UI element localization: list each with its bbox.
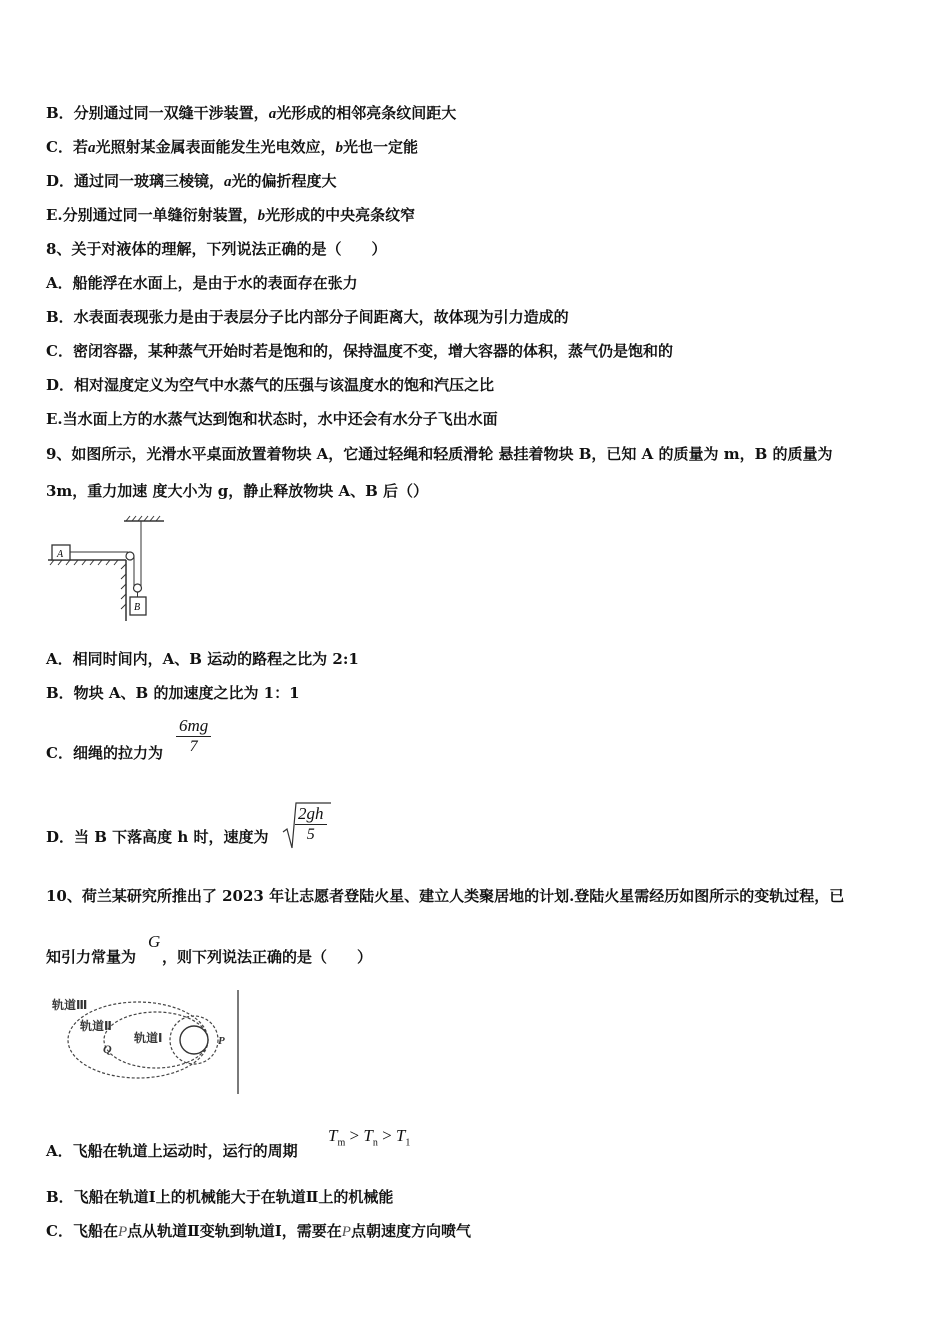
q8-stem: 8、关于对液体的理解，下列说法正确的是（ ）	[46, 240, 387, 258]
q7-option-d-var: a	[224, 174, 232, 190]
period-t-m: T	[328, 1126, 338, 1145]
q7-option-c	[46, 136, 418, 157]
q10-option-a: A．飞船在轨道上运动时，运行的周期	[46, 1142, 298, 1160]
q7-option-e	[46, 204, 415, 225]
q7-option-d-text: D．通过同一玻璃三棱镜，	[46, 172, 225, 190]
q7-option-b	[46, 102, 456, 123]
q9-stem-line1: 9、如图所示，光滑水平桌面放置着物块 A，它通过轻绳和轻质滑轮 悬挂着物块 B，已知 A 的质量为 m，B 的质量为	[46, 445, 833, 463]
q10-stem-line1: 10、荷兰某研究所推出了 2023 年让志愿者登陆火星、建立人类聚居地的计划.登陆火星需经历如图所示的变轨过程，已	[46, 887, 845, 905]
q9-option-d: D．当 B 下落高度 h 时，速度为	[46, 828, 269, 846]
q10-option-c	[46, 1220, 471, 1241]
q10-stem-line2-text-end: ，则下列说法正确的是（ ）	[162, 948, 373, 966]
q9-option-a: A．相同时间内，A、B 运动的路程之比为 2:1	[46, 650, 359, 668]
q7-option-d	[46, 170, 337, 191]
q9-option-d-denominator: 5	[306, 826, 315, 843]
movable-pulley	[134, 584, 142, 592]
q7-option-c-var-a: a	[87, 140, 96, 156]
q9-option-c-fraction	[176, 716, 211, 757]
point-q-label: Q	[103, 1042, 112, 1056]
q8-option-d: D．相对湿度定义为空气中水蒸气的压强与该温度水的饱和汽压之比	[46, 376, 495, 394]
point-p-label: P	[218, 1035, 225, 1047]
q10-option-c-text-end: 点朝速度方向喷气	[350, 1222, 471, 1240]
q10-stem-line2	[46, 946, 372, 967]
q8-option-c: C．密闭容器，某种蒸气开始时若是饱和的，保持温度不变，增大容器的体积，蒸气仍是饱和的	[46, 342, 673, 360]
q7-option-b-text-end: 光形成的相邻亮条纹间距大	[276, 104, 457, 122]
q9-option-b: B．物块 A、B 的加速度之比为 1：1	[46, 684, 300, 702]
q7-option-d-text-end: 光的偏折程度大	[231, 172, 337, 190]
q7-option-c-var-b: b	[335, 140, 343, 156]
q7-option-c-text-mid: 光照射某金属表面能发生光电效应，	[95, 138, 336, 156]
mars-planet	[180, 1026, 208, 1054]
q8-option-b: B．水表面表现张力是由于表层分子比内部分子间距离大，故体现为引力造成的	[46, 308, 569, 326]
q9-stem-line2: 3m，重力加速 度大小为 g，静止释放物块 A、B 后（）	[46, 482, 429, 500]
orbit-3-label: 轨道Ⅲ	[52, 998, 88, 1012]
greater-than-1: >	[345, 1126, 364, 1145]
q7-option-b-var: a	[268, 106, 277, 122]
greater-than-2: >	[377, 1126, 396, 1145]
period-t-m-subscript: m	[337, 1137, 346, 1149]
q8-option-e: E.当水面上方的水蒸气达到饱和状态时，水中还会有水分子飞出水面	[46, 410, 498, 428]
q10-option-b: B．飞船在轨道Ⅰ上的机械能大于在轨道Ⅱ上的机械能	[46, 1188, 394, 1206]
q9-option-c-denominator: 7	[189, 738, 198, 755]
block-a-label: A	[57, 549, 64, 560]
q7-option-e-text-end: 光形成的中央亮条纹窄	[265, 206, 416, 224]
period-t-n-subscript: n	[372, 1137, 378, 1149]
q7-option-b-text: B．分别通过同一双缝干涉装置，	[46, 104, 269, 122]
q7-option-e-var: b	[257, 208, 266, 224]
orbit-2-label: 轨道Ⅱ	[80, 1019, 112, 1033]
q9-option-c-numerator: 6mg	[176, 716, 211, 737]
q10-option-c-text-mid: 点从轨道Ⅱ变轨到轨道Ⅰ，需要在	[127, 1222, 342, 1240]
q7-option-c-text: C．若	[46, 138, 88, 156]
q9-option-d-fraction	[295, 804, 327, 845]
pulley-figure	[46, 515, 166, 623]
q10-option-c-point-p-2: P	[341, 1224, 351, 1240]
fixed-pulley	[126, 552, 134, 560]
orbit-1-label: 轨道Ⅰ	[134, 1031, 163, 1045]
q7-option-e-text: E.分别通过同一单缝衍射装置，	[46, 206, 258, 224]
q7-option-c-text-end: 光也一定能	[342, 138, 418, 156]
gravitational-constant-symbol: G	[148, 932, 161, 951]
period-t-1: T	[395, 1126, 406, 1145]
period-t-1-subscript: 1	[405, 1137, 411, 1149]
q10-option-c-point-p: P	[117, 1224, 128, 1240]
q9-option-d-numerator: 2gh	[295, 804, 327, 825]
q10-stem-line2-text: 知引力常量为	[46, 948, 137, 966]
q10-option-a-period-inequality	[328, 1126, 410, 1148]
q10-option-c-text: C．飞船在	[46, 1222, 118, 1240]
orbit-figure	[46, 988, 246, 1098]
block-b-label: B	[134, 602, 141, 613]
q9-option-c: C．细绳的拉力为	[46, 744, 163, 762]
period-t-n: T	[363, 1126, 373, 1145]
q8-option-a: A．船能浮在水面上，是由于水的表面存在张力	[46, 274, 358, 292]
